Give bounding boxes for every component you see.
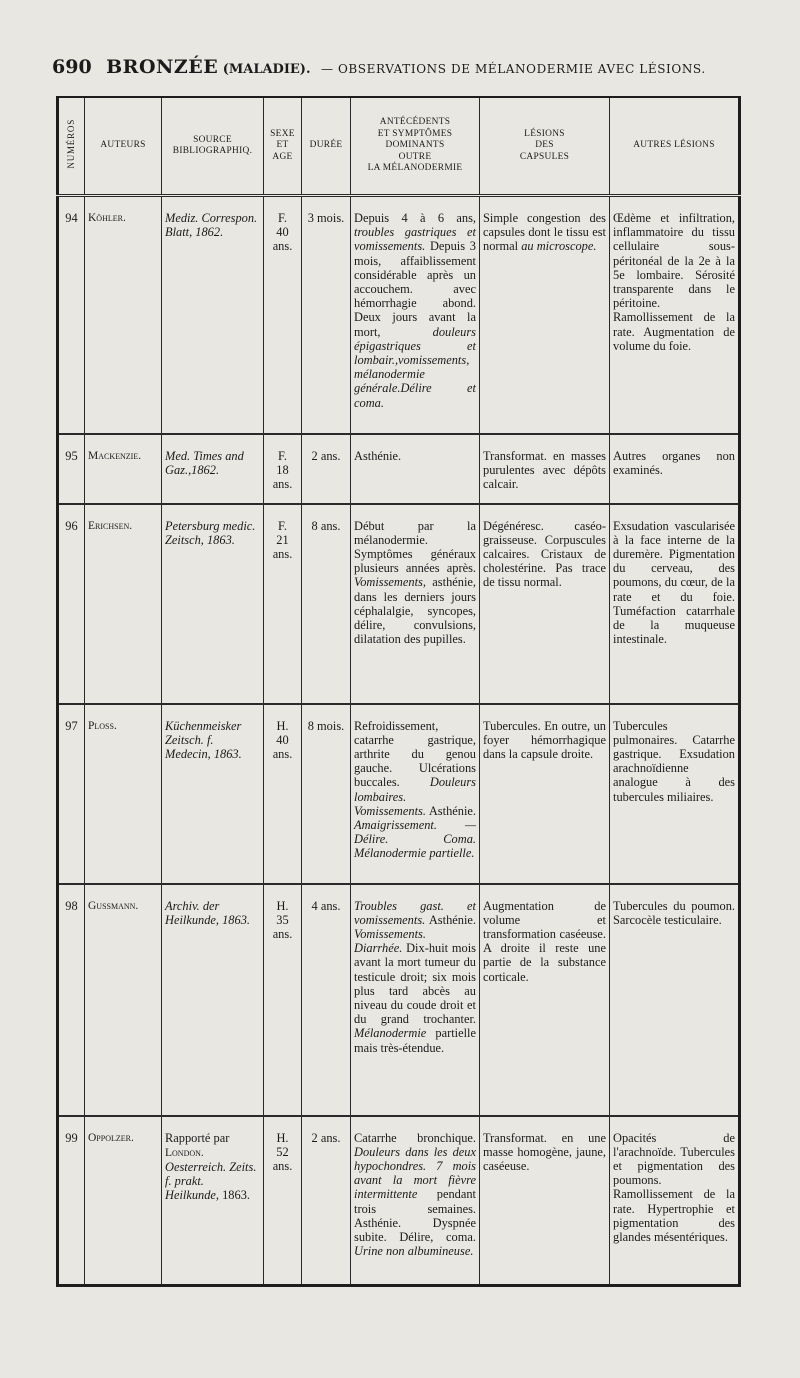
row-capsules: Augmentation de volume et transformation caséeuse. A droite il reste une partie de la substance corticale. [480,884,610,1116]
row-capsules: Tubercules. En outre, un foyer hémorrhagique dans la capsule droite. [480,704,610,884]
row-other-lesions: Autres organes non examinés. [610,434,740,504]
row-other-lesions: Tubercules pulmonaires. Catarrhe gastrique. Exsudation arachnoïdienne analogue à des tubercules miliaires. [610,704,740,884]
observations-table [56,96,741,1287]
table-header-row [58,97,740,196]
row-duration: 8 mois. [302,704,351,884]
row-source: Med. Times and Gaz.,1862. [162,434,264,504]
row-author: Ploss. [85,704,162,884]
table-row [58,434,740,504]
row-capsules: Simple congestion des capsules dont le tissu est normal au microscope. [480,196,610,434]
col-header-num: NUMÉROS [58,97,85,196]
row-author: Gussmann. [85,884,162,1116]
col-header-capsules: LÉSIONS DES CAPSULES [480,97,610,196]
row-duration: 2 ans. [302,434,351,504]
row-number: 95 [58,434,85,504]
row-source: Mediz. Correspon. Blatt, 1862. [162,196,264,434]
row-sex-age: H. 40 ans. [264,704,302,884]
row-duration: 8 ans. [302,504,351,704]
row-other-lesions: Opacités de l'arachnoïde. Tubercules et pigmentation des poumons. Ramollissement de la rate. Hypertrophie et pigmentation des glandes mésentériques. [610,1116,740,1286]
row-antecedents: Refroidissement, catarrhe gastrique, arthrite du genou gauche. Ulcérations buccales. Douleurs lombaires. Vomissements. Asthénie. Amaigrissement. — Délire. Coma. Mélanodermie partielle. [351,704,480,884]
row-duration: 4 ans. [302,884,351,1116]
table-row [58,884,740,1116]
row-source: Archiv. der Heilkunde, 1863. [162,884,264,1116]
row-capsules: Transformat. en une masse homogène, jaune, caséeuse. [480,1116,610,1286]
row-source: Küchenmeisker Zeitsch. f. Medecin, 1863. [162,704,264,884]
row-capsules: Transformat. en masses purulentes avec dépôts calcair. [480,434,610,504]
row-number: 96 [58,504,85,704]
page-number: 690 [52,56,92,78]
col-header-author: AUTEURS [85,97,162,196]
running-title: BRONZÉE [106,56,219,78]
row-number: 97 [58,704,85,884]
row-number: 99 [58,1116,85,1286]
row-number: 94 [58,196,85,434]
col-header-sex-age: SEXE ET AGE [264,97,302,196]
row-other-lesions: Œdème et infiltration, inflammatoire du tissu cellulaire sous-péritonéal de la 2e à la 5e lombaire. Sérosité transparente dans le péritoine. Ramollissement de la rate. Augmentation de volume du foie. [610,196,740,434]
row-duration: 2 ans. [302,1116,351,1286]
row-other-lesions: Tubercules du poumon. Sarcocèle testiculaire. [610,884,740,1116]
table-row [58,196,740,434]
row-sex-age: H. 52 ans. [264,1116,302,1286]
row-sex-age: F. 40 ans. [264,196,302,434]
row-author: Köhler. [85,196,162,434]
col-header-other: AUTRES LÉSIONS [610,97,740,196]
row-antecedents: Asthénie. [351,434,480,504]
row-antecedents: Début par la mélanodermie. Symptômes généraux plusieurs années après. Vomissements, asthénie, dans les derniers jours céphalalgie, syncopes, délire, convulsions, dilatation des pupilles. [351,504,480,704]
table-row [58,1116,740,1286]
row-antecedents: Depuis 4 à 6 ans, troubles gastriques et vomissements. Depuis 3 mois, affaiblissement considérable après un accouchem. avec hémorrhagie abond. Deux jours avant la mort, douleurs épigastriques et lombair.,vomissements, mélanodermie générale.Délire et coma. [351,196,480,434]
col-header-antecedents: ANTÉCÉDENTS ET SYMPTÔMES DOMINANTS OUTRE LA MÉLANODERMIE [351,97,480,196]
row-author: Oppolzer. [85,1116,162,1286]
row-number: 98 [58,884,85,1116]
row-source: Rapporté par London. Oesterreich. Zeits. f. prakt. Heilkunde, 1863. [162,1116,264,1286]
row-source: Petersburg medic. Zeitsch, 1863. [162,504,264,704]
row-other-lesions: Exsudation vascularisée à la face interne de la duremère. Pigmentation du cerveau, des poumons, du cœur, de la rate et du foie. Tuméfaction catarrhale de la muqueuse intestinale. [610,504,740,704]
row-sex-age: F. 21 ans. [264,504,302,704]
col-header-source: SOURCE BIBLIOGRAPHIQ. [162,97,264,196]
row-author: Erichsen. [85,504,162,704]
row-author: Mackenzie. [85,434,162,504]
col-header-duration: DURÉE [302,97,351,196]
running-title-rest: — OBSERVATIONS DE MÉLANODERMIE AVEC LÉSIONS. [320,62,706,76]
row-antecedents: Troubles gast. et vomissements. Asthénie. Vomissements. Diarrhée. Dix-huit mois avant la mort tumeur du testicule droit; six mois plus tard abcès au niveau du coude droit et du grand trochanter. Mélanodermie partielle mais très-étendue. [351,884,480,1116]
table-row [58,704,740,884]
row-antecedents: Catarrhe bronchique. Douleurs dans les deux hypochondres. 7 mois avant la mort fièvre intermittente pendant trois semaines. Asthénie. Dyspnée subite. Délire, coma. Urine non albumineuse. [351,1116,480,1286]
page-header [52,56,752,82]
row-sex-age: H. 35 ans. [264,884,302,1116]
row-sex-age: F. 18 ans. [264,434,302,504]
table-row [58,504,740,704]
row-capsules: Dégénéresc. caséo-graisseuse. Corpuscules calcaires. Cristaux de cholestérine. Pas trace de tissu normal. [480,504,610,704]
running-title-sub: (MALADIE). [222,62,311,77]
row-duration: 3 mois. [302,196,351,434]
